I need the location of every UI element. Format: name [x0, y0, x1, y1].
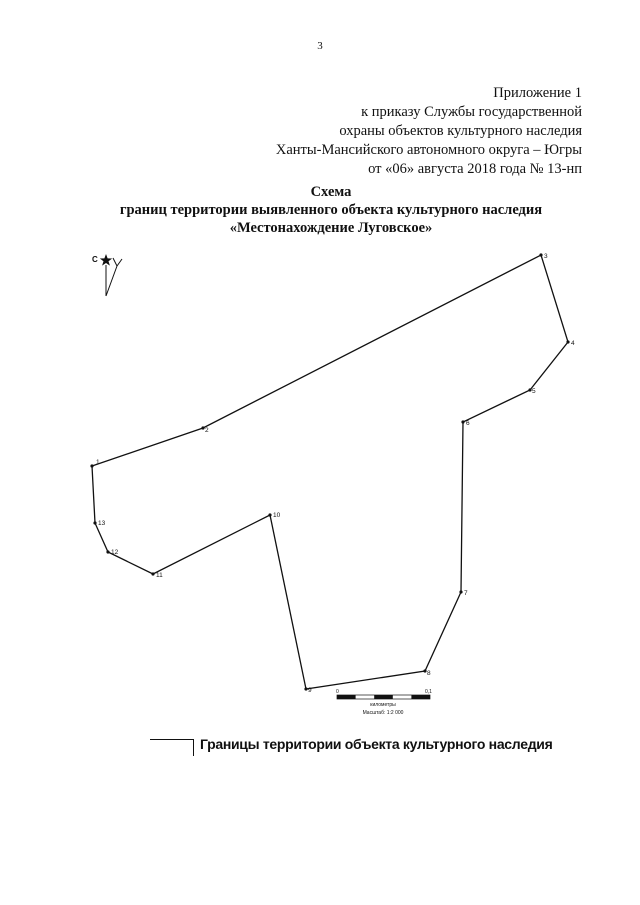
scale-bar — [336, 689, 432, 716]
vertex-label: 7 — [464, 590, 468, 597]
appendix-line: Приложение 1 — [493, 85, 582, 101]
vertex-label: 13 — [98, 520, 106, 527]
title-line-3: «Местонахождение Луговское» — [229, 220, 433, 236]
vertex-label: 4 — [571, 340, 575, 347]
scale-unit: километры — [370, 702, 396, 708]
legend-line-icon — [150, 739, 194, 740]
title-line-2: границ территории выявленного объекта культурного наследия — [119, 202, 543, 218]
north-label: С — [92, 255, 98, 264]
vertex-marker — [93, 521, 96, 524]
vertex-marker — [539, 253, 542, 256]
north-arrow — [92, 254, 122, 296]
page-number: 3 — [317, 40, 323, 52]
vertex-label: 8 — [427, 670, 431, 677]
vertex-label: 12 — [111, 549, 119, 556]
vertex-label: 5 — [532, 388, 536, 395]
legend-tick-icon — [193, 739, 194, 756]
vertex-marker — [459, 590, 462, 593]
vertex-label: 10 — [273, 512, 281, 519]
title-line-1: Схема — [310, 184, 352, 200]
vertex-label: 11 — [156, 572, 163, 579]
vertex-label: 1 — [96, 459, 100, 466]
vertex-label: 2 — [205, 427, 209, 434]
scale-start: 0 — [336, 689, 339, 695]
north-star-icon — [100, 254, 112, 266]
vertex-label: 3 — [544, 253, 548, 260]
vertex-marker — [268, 513, 271, 516]
vertex-marker — [106, 550, 109, 553]
vertex-marker — [461, 420, 464, 423]
appendix-line: Ханты-Мансийского автономного округа – Югры — [275, 142, 582, 158]
scale-ratio: Масштаб: 1:2 000 — [362, 710, 404, 716]
appendix-line: охраны объектов культурного наследия — [339, 123, 582, 139]
scale-end: 0,1 — [425, 689, 432, 695]
vertex-label: 9 — [308, 687, 312, 694]
map-legend — [150, 734, 553, 764]
boundary-vertices — [90, 253, 575, 694]
heritage-boundary — [92, 255, 568, 689]
legend-label: Границы территории объекта культурного наследия — [200, 736, 553, 752]
appendix-line: от «06» августа 2018 года № 13-нп — [368, 161, 582, 177]
vertex-marker — [566, 340, 569, 343]
vertex-marker — [151, 572, 154, 575]
vertex-marker — [90, 464, 93, 467]
appendix-line: к приказу Службы государственной — [361, 104, 582, 120]
vertex-label: 6 — [466, 420, 470, 427]
